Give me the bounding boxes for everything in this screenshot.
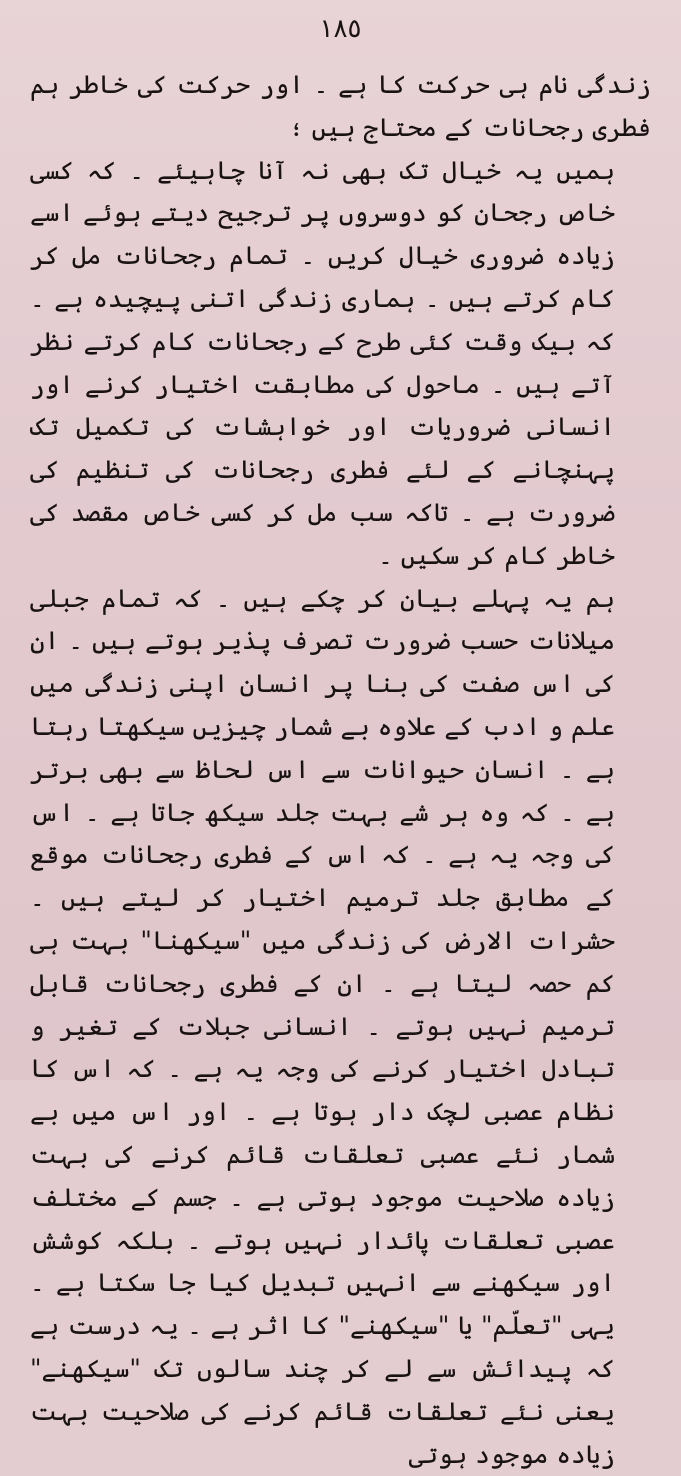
paragraph-2: ہمیں یہ خیال تک بھی نہ آنا چاہیئے ۔ کہ کسی خاص رجحان کو دوسروں پر ترجیح دیتے ہوئے اسے زیادہ ضروری خیال کریں ۔ تمام رجحانات مل کر کام کرتے ہیں ۔ ہماری زندگی اتنی پیچیدہ ہے ۔ کہ بیک وقت کئی طرح کے رجحانات کام کرتے نظر آتے ہیں ۔ ماحول کی مطابقت اختیار کرنے اور انسانی ضروریات اور خواہشات کی تکمیل تک پہنچانے کے لئے فطری رجحانات کی تنظیم کی ضرورت ہے ۔ تاکہ سب مل کر کسی خاص مقصد کی خاطر کام کر سکیں ۔ (30, 155, 615, 570)
paragraph-3: ہم یہ پہلے بیان کر چکے ہیں ۔ کہ تمام جبلی میلانات حسب ضرورت تصرف پذیر ہوتے ہیں ۔ ان کی اس صفت کی بنا پر انسان اپنی زندگی میں علم و ادب کے علاوہ بے شمار چیزیں سیکھتا رہتا ہے ۔ انسان حیوانات سے اس لحاظ سے بھی برتر ہے ۔ کہ وہ ہر شے بہت جلد سیکھ جاتا ہے ۔ اس کی وجہ یہ ہے ۔ کہ اس کے فطری رجحانات موقع کے مطابق جلد ترمیم اختیار کر لیتے ہیں ۔ حشرات الارض کی زندگی میں "سیکھنا" بہت ہی کم حصہ لیتا ہے ۔ ان کے فطری رجحانات قابل ترمیم نہیں ہوتے ۔ انسانی جبلات کے تغیر و تبادل اختیار کرنے کی وجہ یہ ہے ۔ کہ اس کا نظام عصبی لچک دار ہوتا ہے ۔ اور اس میں بے شمار نئے عصبی تعلقات قائم کرنے کی بہت زیادہ صلاحیت موجود ہوتی ہے ۔ جسم کے مختلف عصبی تعلقات پائدار نہیں ہوتے ۔ بلکہ کوشش اور سیکھنے سے انہیں تبدیل کیا جا سکتا ہے ۔ یہی "تعلّم" یا "سیکھنے" کا اثر ہے ۔ یہ درست ہے کہ پیدائش سے لے کر چند سالوں تک "سیکھنے" یعنی نئے تعلقات قائم کرنے کی صلاحیت بہت زیادہ موجود ہوتی (30, 583, 615, 1469)
page-number: ١٨٥ (319, 14, 362, 44)
paragraph-1: زندگی نام ہی حرکت کا ہے ۔ اور حرکت کی خاطر ہم فطری رجحانات کے محتاج ہیں ؛ (30, 70, 651, 142)
body-text (30, 64, 651, 1476)
